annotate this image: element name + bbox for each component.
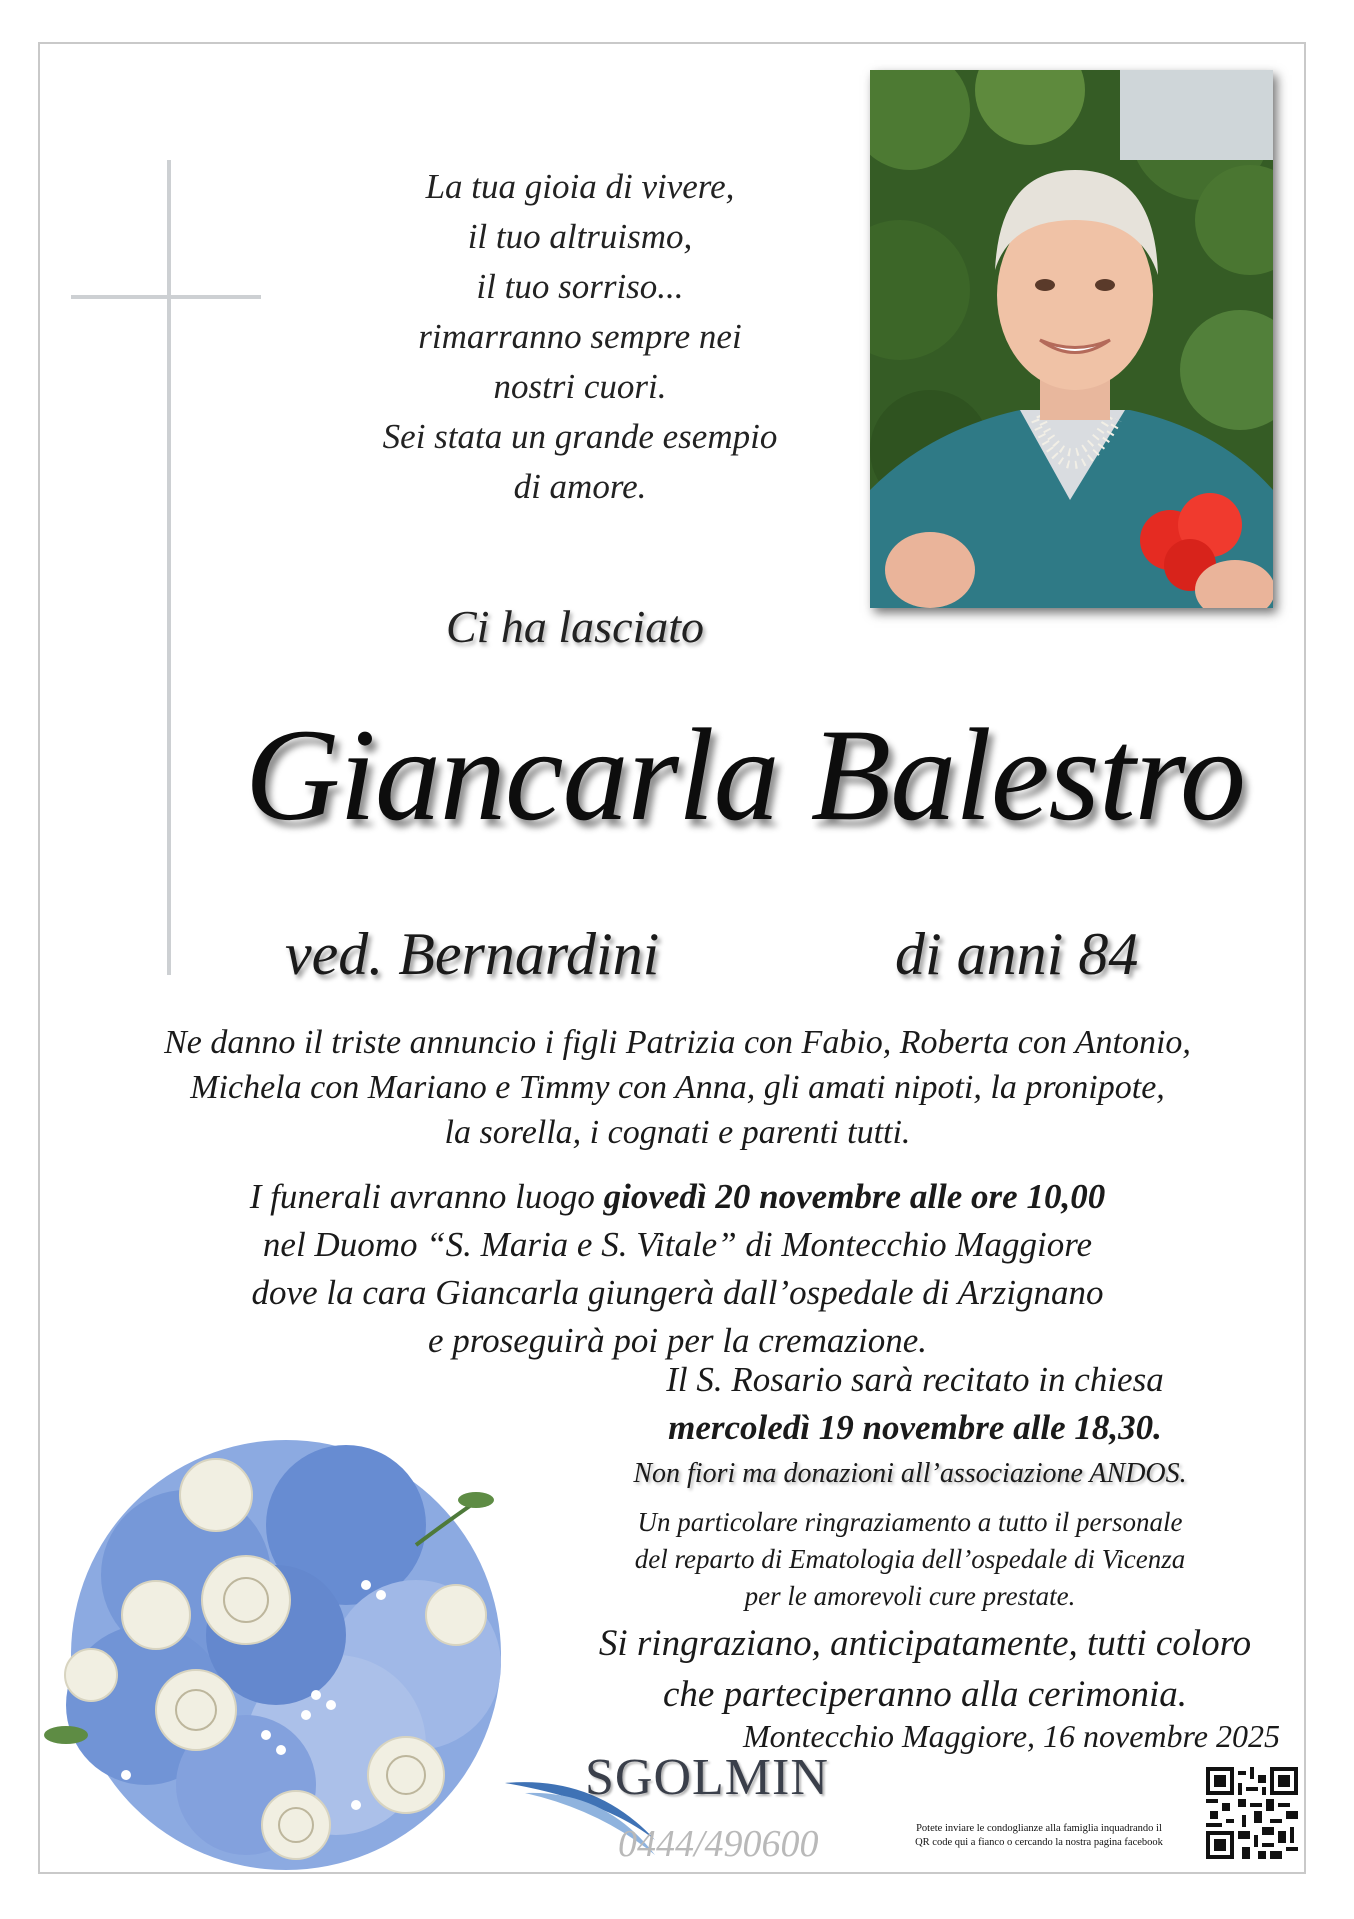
announcement [70,1020,1285,1155]
thanks-line: per le amorevoli cure prestate. [744,1581,1076,1611]
qr-code[interactable] [1206,1767,1298,1859]
verse-line: La tua gioia di vivere, [425,167,735,206]
qr-note-line: QR code qui a fianco o cercando la nostra pagina facebook [915,1837,1163,1848]
cross-icon-bar [71,295,261,299]
funeral-datetime: giovedì 20 novembre alle ore 10,00 [603,1177,1106,1216]
flower-bouquet-image [36,1405,536,1875]
thanks-line: che parteciperanno alla cerimonia. [662,1674,1188,1715]
thanks-line: Un particolare ringraziamento a tutto il personale [637,1507,1183,1537]
thanks-line: del reparto di Ematologia dell’ospedale di Vicenza [634,1544,1186,1574]
deceased-name: Giancarla Balestro [244,701,1246,848]
announcement-line: Michela con Mariano e Timmy con Anna, gli amati nipoti, la pronipote, [190,1069,1165,1106]
verse-line: rimarranno sempre nei [418,317,742,356]
announcement-line: la sorella, i cognati e parenti tutti. [444,1114,911,1151]
rosary-datetime [585,1404,1245,1452]
passed-away-heading: Ci ha lasciato [445,601,705,652]
widow-of: ved. Bernardini [285,921,660,987]
rosary-details [585,1356,1245,1452]
thanks-line: Si ringraziano, anticipatamente, tutti coloro [598,1623,1252,1664]
place-date: Montecchio Maggiore, 16 novembre 2025 [742,1718,1280,1754]
verse-line: Sei stata un grande esempio [382,417,778,456]
verse-line: nostri cuori. [493,367,667,406]
funeral-line [70,1173,1285,1221]
cross-icon [167,160,171,975]
agency-phone: 0444/490600 [618,1823,819,1865]
verse-line: il tuo sorriso... [476,267,684,306]
rosary-line: Il S. Rosario sarà recitato in chiesa [666,1360,1164,1399]
funeral-line: nel Duomo “S. Maria e S. Vitale” di Montecchio Maggiore [262,1225,1093,1264]
announcement-line: Ne danno il triste annuncio i figli Patrizia con Fabio, Roberta con Antonio, [164,1024,1191,1061]
funeral-intro: I funerali avranno luogo [249,1177,604,1216]
funeral-line: dove la cara Giancarla giungerà dall’ospedale di Arzignano [251,1273,1104,1312]
qr-instructions [874,1822,1204,1850]
qr-note-line: Potete inviare le condoglianze alla famiglia inquadrando il [916,1823,1162,1834]
portrait-photo [870,70,1273,608]
donations-note: Non fiori ma donazioni all’associazione ANDOS. [633,1458,1187,1489]
general-thanks [545,1618,1305,1720]
agency-name: SGOLMIN [585,1749,829,1806]
funeral-details [70,1173,1285,1365]
staff-thanks [560,1504,1260,1615]
verse-line: di amore. [513,467,647,506]
verse-line: il tuo altruismo, [467,217,693,256]
funeral-line: e proseguirà poi per la cremazione. [427,1321,927,1360]
memorial-verse [300,162,860,512]
age: di anni 84 [895,921,1139,987]
rosary-datetime-text: mercoledì 19 novembre alle 18,30. [668,1408,1162,1447]
